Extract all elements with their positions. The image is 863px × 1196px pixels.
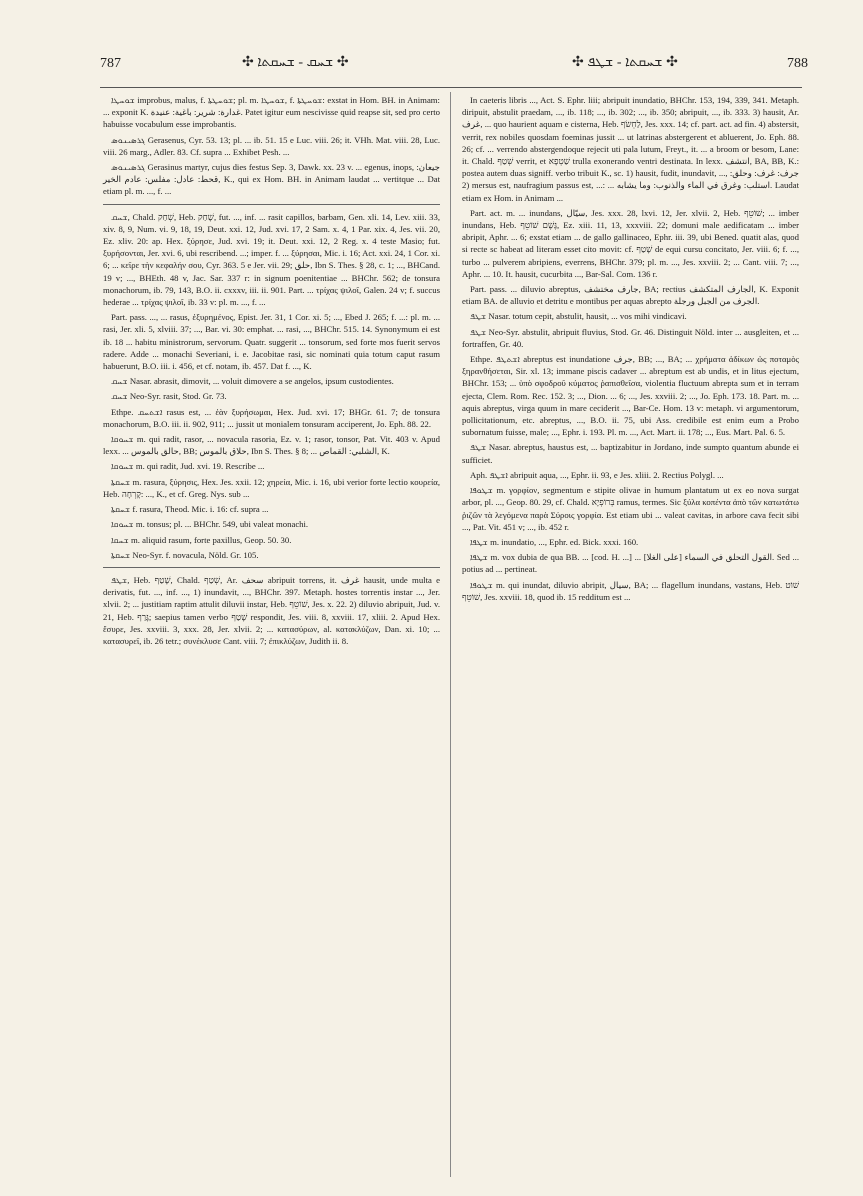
entry: ܫܚܩ Nasar. abrasit, dimovit, ... voluit dimovere a se angelos, ipsum custodientes. — [111, 376, 394, 387]
header-rule — [100, 87, 802, 88]
left-column — [103, 94, 440, 650]
entry: In caeteris libris ..., Act. S. Ephr. liii; abripuit inundatio, BHChr. 153, 194, 339, 341. Metaph. diripuit, abstulit praedam, ..., ib. 118; ..., ib. 302; ..., ib. 350; abripuit, ..., ib. 333. 3) hausit, Ar. غرف, ... quo haurient aquam e cisterna, Heb. לַחְשֹׂף, Jes. xxx. 14; cf. part. act. ad fin. 4) abstersit, verrit, rex nobiles quosdam foeminas jussit ... ut latrinas abstergerent et abluerent, Jo. Eph. 88. 26; cf. ... verrendo abstergendoque rejecit uti pala lutum, Freyt., it. ... a broom or besom, Lane: it. Chald. שְׁטַף verrit, et שַׁטְפָא trulla exonerando ventri destinata. In lexx. انتشف, BA, BB, K.: postea autem duas signiff. verbo tribuit K., sc. 1) hausit, fudit, inundavit, ..., جرف: غرف: وحلق: 2) mersus est, naufragium passus est, ...: ... استلب: وغرق في الماء والذنوب: وما يشابه. Laudat etiam ex Hom. in Animam ... — [462, 95, 800, 203]
entry: ܓܪܣܝܢܘܣ Gerasinus martyr, cujus dies festus Sep. 3, Dawk. xx. 23 v. ... egenus, inops, جيعان: قحط: عادل: مفلس: عادم الخير, K., qui ex Hom. BH. in Animam laudat ... vertitque ... Dat etiam pl. m. ..., f. ... — [103, 162, 440, 197]
running-title-left: ✣ ܫܚܩ - ܫܚܩܬܐ ✣ — [242, 55, 349, 70]
entry: Aph. ܐܫܛܦ abripuit aqua, ..., Ephr. ii. 93, e Jes. xliii. 2. Rectius Polygl. ... — [470, 469, 724, 480]
entry: ܫܛܦ Neo-Syr. abstulit, abripuit fluvius, Stod. Gr. 46. Distinguit Nöld. inter ... ausgleiten, et ... fortraffen, Gr. 40. — [462, 326, 799, 349]
running-title-right: ✣ ܫܚܩܬܐ - ܫܛܦ ✣ — [572, 55, 678, 70]
entry: ܫܚܩ, Chald. שְׁחַק, Heb. שָׁחַק, fut. ..., inf. ... rasit capillos, barbam, Gen. xli. 14, Lev. xiii. 33, xiv. 8, 9, Num. vi. 9, 18, 19, Deut. xxi. 12, Jud. xvi. 17, 2 Sam. x. 4, 1 Par. xix. 4, Jes. vii. 20, Ez. xliv. 20: ap. Hex. ξύρησε, Jud. xvi. 19; it. Deut. xxi. 12, 2 Reg. x. 4 teste Masio; fut. ξυρήσονται, Jer. xvi. 6, ubi rescribend. ...; imper. f. ... ξύρησαι, Mic. i. 16; Act. xxi. 24, 1 Cor. xi. 6; ... κεῖρε τὴν κεφαλήν σου, Cyr. 363. 5 e Jer. vii. 29; حلق, Ibn S. Thes. § 28, c. 1; ..., BHCand. 19 v; ..., BHEth. 48 v, Jac. Sar. 337 r: in signum poenitentiae ... BHChr. 562; de tonsura monachorum, ib. 79, 143, B.O. ii. cxxxv, iii. ii. 901. Part. ... τρίχας ψιλοῖ, Galen. 24 v; f. succus hederae ... τρίχας ψιλοῖ, ib. 33 v: pl. m. ..., f. ... — [103, 211, 441, 308]
entry: ܫܛܦܐ m. inundatio, ..., Ephr. ed. Bick. xxxi. 160. — [470, 536, 639, 547]
entry: ܫܚܘܩܐ m. qui radit, Jud. xvi. 19. Rescribe ... — [111, 461, 265, 472]
page-header — [92, 52, 810, 78]
entry: ܫܛܦ, Heb. שָׁטַף, Chald. שְׁטַף, Ar. سحف abripuit torrens, it. غرف hausit, unde multa e derivatis, fut. ..., inf. ..., 1) inundavit, ..., BHChr. 397. Metaph. hostes torrentis instar ..., Jer. xlvii. 2; ... justitiam raptim attulit diluvii instar, Heb. שׁוֹטֵף, Jes. x. 22. 2) diluvio abripuit, Jud. v. 21, Heb. גָּרַף; saepius tamen verbo שָׁטַף respondit, Jes. viii. 8, xxviii. 17, xliii. 2. Apud Hex. ἔσυρε, Jes. xxviii. 3, xxx. 28, Jer. xlvii. 2; ... κατασύρων, al. κατακλύζων, Dan. xi. 10; ... κατασυρεῖ, ib. 26 tetr.; συνέκλυσε Cant. viii. 7; ἐπικλύζων, Judith ii. 8. — [103, 574, 440, 646]
entry: Ethpe. ܐܫܬܛܦ abreptus est inundatione جرف, BB; ..., BA; ... χρήματα ἀδίκων ὡς ποταμὸς ξηρανθήσεται, Sir. xl. 13; immane piscis cadaver ... abreptum est ab undis, et in litus ejectum, BHChr. 153; ... ὑπὸ σφοδροῦ κύματος ῥαπισθεῖσα, violentia fluctuum abrepta sum et in terram ejecta, Clem. Rom. Rec. 152. 3; ..., Dion. ... 6; ..., Jes. xxviii. 2; ..., Jo. Eph. 173. 18. Part. m. ... aquis abreptus, virga quum in mare ceciderit ..., Bar-Ce. Hom. 13 v: metaph. vi argumentorum, pollicitationum, etc. abreptus, ..., B.O. ii. 75, ubi Ass. credibile est enim eum a Probo subornatum fuisse, male; ..., Ephr. i. 193. Pl. m. ..., Act. Mart. ii. 178; ..., Eus. Mart. Pal. 6. 5. — [462, 354, 799, 438]
entry: Ethpe. ܐܫܬܚܩ rasus est, ... ἐὰν ξυρήσωμαι, Hex. Jud. xvi. 17; BHGr. 61. 7; de tonsura monachorum, B.O. iii. ii. 902, 911; ... jussit ut monialem tonsuram acciperent, Jo. Eph. 88. 22. — [103, 406, 440, 429]
entry: ܫܛܦ Nasar. totum cepit, abstulit, hausit, ... vos mihi vindicavi. — [470, 311, 687, 322]
entry: ܫܛܘܦܐ m. γορφίον, segmentum e stipite olivae in humum plantatum ut ex eo nova surgat arbor, pl. ..., Geop. 80. 29, cf. Chald. בְּרוֹפְיָא ramus, termes. Sic ξύλα κοπέντα ἀπὸ τῶν κατωτάτω ῥιζῶν τὰ λεγόμενα παρὰ Σύροις γορφία. Est etiam ubi ... valeat cavitas, in arbore cava fecit sibi ..., Pat. Vit. 451 v; ..., ib. 452 r. — [462, 485, 799, 532]
entry: ܓܪܣܝܢܘܣ Gerasenus, Cyr. 53. 13; pl. ... ib. 51. 15 e Luc. viii. 26; it. VHh. Mat. viii. 28, Luc. viii. 26 marg., Adler. 83. Cf. supra ... Exhibet Pesh. ... — [103, 134, 440, 157]
entry: ܫܚܩܬܐ f. rasura, Theod. Mic. i. 16: cf. supra ... — [111, 504, 269, 515]
entry: ܫܛܦܐ m. vox dubia de qua BB. ... [cod. H. ...] ... القول التحلق في السماء [على الغلا]. Sed ... potius ad ... pertineat. — [462, 552, 800, 575]
entry: ܫܚܩܬܐ m. rasura, ξύρησις, Hex. Jes. xxii. 12; χηρεία, Mic. i. 16, ubi verior forte lectio κουρεία, Heb. קָרְחָה: ..., K., et cf. Greg. Nys. sub ... — [103, 476, 440, 499]
column-divider — [450, 92, 451, 1177]
entry: ܫܛܘܦܐ m. qui inundat, diluvio abripit, سيال, BA; ... flagellum inundans, vastans, Heb. שׁוֹט שׁוֹטֵף, Jes. xxviii. 18, quod ib. 15 redditum est ... — [462, 579, 799, 602]
entry: ܫܘܚܛܐ improbus, malus, f. ܫܘܚܛܬܐ; pl. m. ܫܘܚܛܐ, f. ܫܘܚܛܬܐ: exstat in Hom. BH. in Animam: ... exponit K. غدارة: شرير: باغية: عنيدة. Patet igitur eum nescivisse quid reapse sit, sed pro certo habuisse vocabulum esse improbantis. — [103, 95, 440, 130]
entry: Part. pass. ... diluvio abreptus, جارف مختشف, BA; rectius الجارف المتكشف, K. Exponit etiam BA. de alluvio et detritu e montibus per aquas abrepto الجرف من الجبل ورجلة. — [462, 284, 799, 307]
entry: ܫܚܩܐ m. aliquid rasum, forte paxillus, Geop. 50. 30. — [111, 534, 292, 545]
right-column — [462, 94, 799, 606]
section-divider — [103, 204, 440, 205]
entry: ܫܚܘܩܐ m. tonsus; pl. ... BHChr. 549, ubi valeat monachi. — [111, 519, 309, 530]
entry: Part. pass. ..., ... rasus, ἐξυρημένος, Epist. Jer. 31, 1 Cor. xi. 5; ..., Ebed J. 265; f. ...: pl. m. ... rasi, Jer. xli. 5, xlviii. 37; ..., Bar. vi. 30: emphat. ... rasi, ..., BHChr. 515. 14. Synonymum ei est ib. 18 ... habitu ministrorum, servorum. Quatr. suggerit ... tonsorum, sed forte mos fuerit servos radere. Adde ... monachi Severiani, i. e. Jacobitae rasi, sic nominati quia totum caput rasum habuerunt, B.O. iii. i. 456, et cf. notam, ib. 457. Dat f. ..., K. — [103, 312, 440, 372]
page-number-right: 788 — [787, 56, 808, 71]
section-divider — [103, 567, 440, 568]
entry: ܫܚܩܬܐ Neo-Syr. f. novacula, Nöld. Gr. 105. — [111, 549, 259, 560]
page-number-left: 787 — [100, 56, 121, 71]
entry: ܫܚܩ Neo-Syr. rasit, Stod. Gr. 73. — [111, 391, 227, 402]
entry: ܫܛܦ Nasar. abreptus, haustus est, ... baptizabitur in Jordano, inde sumpto quantum abunde ei sufficiet. — [462, 442, 799, 465]
entry: ܫܚܘܩܐ m. qui radit, rasor, ... novacula rasoria, Ez. v. 1; rasor, tonsor, Pat. Vit. 403 v. Apud lexx. ... حالق بالموس, BB; حلاق بالموس, Ibn S. Thes. § 8; ... الشلبي: القماص, K. — [103, 434, 440, 457]
entry: Part. act. m. ... inundans, سيّال, Jes. xxx. 28, lxvi. 12, Jer. xlvii. 2, Heb. שׁוֹטֵף; ... imber inundans, Heb. גֶּשֶׁם שׁוֹטֵף, Ez. xiii. 11, 13, xxxviii. 22; domuni male aedificatam ... imber abripit, Aphr. ... 6; exstat etiam ... de gallo gallinaceo, Ephr. iii. 39, ubi Bened. quatit alas, quod si recte sc habeat ad literam esset cito movit: cf. שָׁטַף de equi cursu concitato, Jer. viii. 6; f. ..., turbo ... pulverem abripiens, everrens, BHChr. 379; pl. m. ..., Jes. xxviii. 2; ... Cant. viii. 7; ..., Aphr. ... 10. It. hausit, cucurbita ..., Bar-Sal. Com. 136 r. — [462, 207, 800, 279]
